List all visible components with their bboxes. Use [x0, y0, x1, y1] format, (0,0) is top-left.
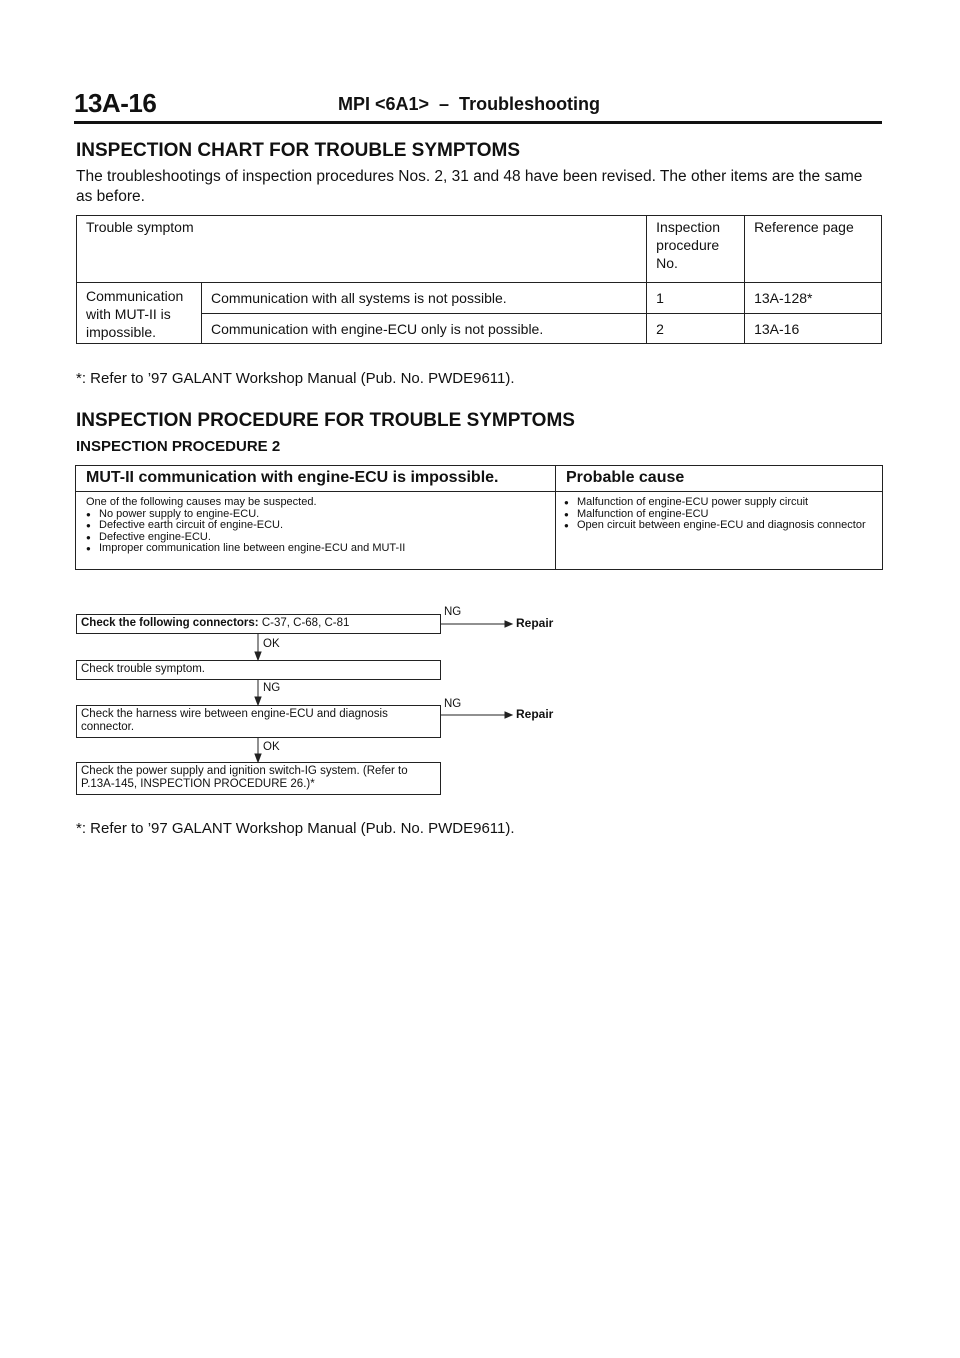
arrow-down-icon	[255, 652, 261, 660]
col-reference-page: Reference page	[745, 216, 882, 283]
group-label-line3: impossible.	[86, 324, 157, 340]
reference-cell: 13A-16	[745, 313, 882, 344]
procedure-section-heading: INSPECTION PROCEDURE FOR TROUBLE SYMPTOMS	[76, 410, 575, 431]
col-procedure-line2: procedure	[656, 237, 720, 253]
repair-label: Repair	[516, 616, 554, 630]
flow-step-check-power-supply: Check the power supply and ignition switch-IG system. (Refer to P.13A-145, INSPECTION PROCEDURE 26.)*	[76, 762, 441, 795]
list-item: ● Malfunction of engine-ECU	[564, 509, 874, 521]
procedure-subheading: INSPECTION PROCEDURE 2	[76, 438, 281, 455]
chart-footnote: *: Refer to ’97 GALANT Workshop Manual (Pub. No. PWDE9611).	[76, 370, 515, 387]
page-number: 13A-16	[74, 88, 157, 118]
ng-label: NG	[444, 698, 462, 710]
ok-label: OK	[263, 638, 280, 650]
ng-label: NG	[444, 606, 462, 618]
list-item: ● Malfunction of engine-ECU power supply circuit	[564, 497, 874, 509]
repair-label: Repair	[516, 707, 554, 721]
list-item: ● No power supply to engine-ECU.	[86, 509, 546, 521]
arrow-right-icon	[505, 621, 512, 627]
flow-step-check-connectors	[76, 614, 441, 634]
ng-label: NG	[263, 682, 281, 694]
group-label-line1: Communication	[86, 288, 184, 304]
chart-intro-text: The troubleshootings of inspection procedures Nos. 2, 31 and 48 have been revised. The other items are the same as before.	[76, 168, 863, 205]
flow-step-check-trouble-symptom: Check trouble symptom.	[76, 660, 441, 680]
page-title: MPI <6A1> – Troubleshooting	[338, 94, 601, 114]
col-trouble-symptom: Trouble symptom	[77, 216, 647, 283]
col-procedure-line1: Inspection	[656, 219, 720, 235]
ok-label: OK	[263, 741, 280, 753]
col-procedure-line3: No.	[656, 255, 678, 271]
step1-connectors: C-37, C-68, C-81	[258, 617, 350, 629]
list-item: ● Improper communication line between engine-ECU and MUT-II	[86, 543, 546, 555]
arrow-down-icon	[255, 697, 261, 705]
symptom-cell: Communication with engine-ECU only is not possible.	[201, 313, 646, 344]
list-item: ● Defective engine-ECU.	[86, 532, 546, 544]
list-item: ● Defective earth circuit of engine-ECU.	[86, 520, 546, 532]
symptom-title: MUT-II communication with engine-ECU is impossible.	[86, 469, 499, 486]
procedure-footnote: *: Refer to ’97 GALANT Workshop Manual (Pub. No. PWDE9611).	[76, 820, 515, 837]
reference-cell: 13A-128*	[745, 283, 882, 314]
procedure-cell: 2	[647, 313, 745, 344]
procedure-cell: 1	[647, 283, 745, 314]
arrow-right-icon	[505, 712, 512, 718]
arrow-down-icon	[255, 754, 261, 762]
list-item: ● Open circuit between engine-ECU and diagnosis connector	[564, 520, 874, 532]
chart-section-heading: INSPECTION CHART FOR TROUBLE SYMPTOMS	[76, 140, 521, 161]
group-label-line2: with MUT-II is	[86, 306, 171, 322]
probable-cause-title: Probable cause	[566, 469, 685, 486]
step1-label: Check the following connectors:	[81, 617, 259, 629]
flow-step-check-harness: Check the harness wire between engine-ECU and diagnosis connector.	[76, 705, 441, 738]
suspected-intro: One of the following causes may be suspected.	[86, 496, 317, 508]
symptom-cell: Communication with all systems is not possible.	[201, 283, 646, 314]
